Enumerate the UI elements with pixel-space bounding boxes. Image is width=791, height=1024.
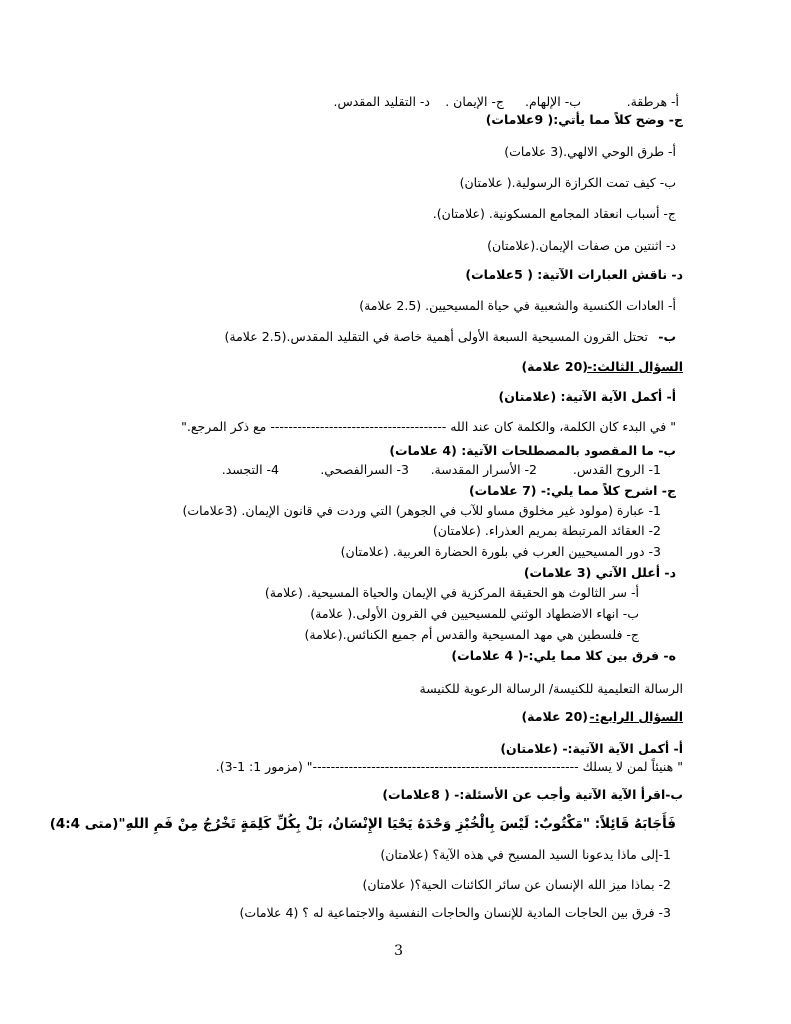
q3-c-item: 1- عبارة (مولود غير مخلوق مساو للآب في الجوهر) التي وردت في قانون الإيمان. (3علامات) <box>182 503 661 518</box>
section-d-item-a: أ- العادات الكنسية والشعبية في حياة المسيحيين. (2.5 علامة) <box>359 298 676 313</box>
q3-b-term: 3- السرالفصحي. <box>320 462 409 477</box>
option-b: ب- الإلهام. <box>525 94 581 109</box>
q3-d-item: ج- فلسطين هي مهد المسيحية والقدس أم جميع الكنائس.(علامة) <box>304 627 639 642</box>
page-number: 3 <box>394 943 403 959</box>
q3-c-item: 2- العقائد المرتبطة بمريم العذراء. (علامتان) <box>432 523 661 538</box>
q3-e-text: الرسالة التعليمية للكنيسة/ الرسالة الرعوية للكنيسة <box>419 681 683 696</box>
option-c: ج- الإيمان . <box>445 94 504 109</box>
section-d-item-b-text: تحتل القرون المسيحية السبعة الأولى أهمية خاصة في التقليد المقدس.(2.5 علامة) <box>224 329 648 344</box>
q4-question: 2- بماذا ميز الله الإنسان عن سائر الكائنات الحية؟( علامتان) <box>362 877 671 892</box>
q3-c-heading: ج- اشرح كلاً مما يلي:- (7 علامات) <box>468 483 676 498</box>
q4-a-heading: أ- أكمل الآية الآتية:- (علامتان) <box>500 741 683 756</box>
section-j-item: ب- كيف تمت الكرازة الرسولية.( علامتان) <box>459 175 676 190</box>
q3-d-heading: د- أعلل الآتي (3 علامات) <box>523 565 676 580</box>
q4-question: 1-إلى ماذا يدعونا السيد المسيح في هذه الآية؟ (علامتان) <box>380 847 671 862</box>
option-a: أ- هرطقة. <box>626 94 679 109</box>
q4-title: السؤال الرابع:- <box>589 709 683 724</box>
q4-b-heading: ب-اقرأ الآية الآتية وأجب عن الأسئلة:- ( 8علامات) <box>382 787 683 802</box>
q4-a-text: " هنيئاً لمن لا يسلك -----------------------------------------------------------" (مزمور 1: 1-3). <box>215 759 683 774</box>
q4-marks: (20 علامة) <box>521 709 588 724</box>
q3-b-term: 1- الروح القدس. <box>572 462 661 477</box>
q3-e-heading: ه- فرق بين كلا مما يلي:-( 4 علامات) <box>451 648 676 663</box>
section-j-item: د- اثنتين من صفات الإيمان.(علامتان) <box>487 238 676 253</box>
q3-d-item: أ- سر الثالوث هو الحقيقة المركزية في الإيمان والحياة المسيحية. (علامة) <box>264 585 639 600</box>
q3-title: السؤال الثالث:- <box>587 359 683 374</box>
q3-a-heading: أ- أكمل الآية الآتية: (علامتان) <box>498 389 676 404</box>
q3-b-heading: ب- ما المقصود بالمصطلحات الآتية: (4 علامات) <box>389 443 676 458</box>
q3-c-item: 3- دور المسيحيين العرب في بلورة الحضارة العربية. (علامتان) <box>340 544 661 559</box>
q3-a-text: " في البدء كان الكلمة، والكلمة كان عند الله --------------------------------------- مع ذكر المرجع." <box>181 419 676 434</box>
section-j-item: ج- أسباب انعقاد المجامع المسكونية. (علامتان). <box>432 206 676 221</box>
option-d: د- التقليد المقدس. <box>333 94 430 109</box>
q3-b-term: 4- التجسد. <box>221 462 279 477</box>
section-d-heading: د- ناقش العبارات الآتية: ( 5علامات) <box>465 267 683 282</box>
q3-b-term: 2- الأسرار المقدسة. <box>430 462 537 477</box>
q4-question: 3- فرق بين الحاجات المادية للإنسان والحاجات النفسية والاجتماعية له ؟ (4 علامات) <box>239 905 671 920</box>
q3-d-item: ب- انهاء الاضطهاد الوثني للمسيحيين في القرون الأولى.( علامة) <box>310 606 639 621</box>
section-j-heading: ج- وضح كلاً مما يأتي:( 9علامات) <box>485 112 683 127</box>
section-j-item: أ- طرق الوحي الالهي.(3 علامات) <box>504 144 676 159</box>
section-d-item-b-label: ب- <box>658 329 676 344</box>
q4-verse: فَأَجَابَهُ قَائِلاً: "مَكْتُوبٌ: لَيْسَ بِالْخُبْزِ وَحْدَهُ يَحْيَا الإِنْسَانُ، بَلْ بِكُلِّ كَلِمَةٍ تَخْرُجُ مِنْ فَمِ اللهِ"(متى 4:4) <box>49 816 676 832</box>
q3-marks: (20 علامة) <box>521 359 588 374</box>
